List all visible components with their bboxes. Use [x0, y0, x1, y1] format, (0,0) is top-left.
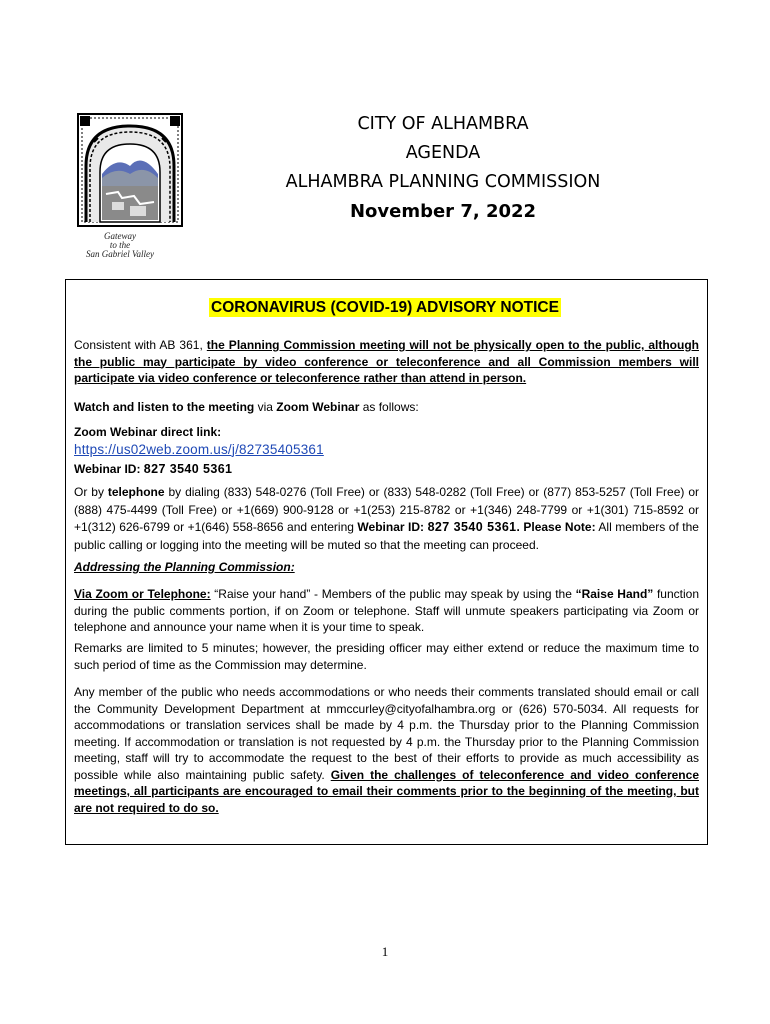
watch-label: Watch and listen to the meeting	[74, 400, 255, 414]
phone-text: Or by	[74, 485, 108, 499]
city-tagline	[70, 232, 170, 259]
tagline-line: San Gabriel Valley	[86, 249, 154, 259]
phone-webinar-id: 827 3540 5361	[427, 520, 517, 534]
addressing-heading	[74, 559, 699, 576]
webinar-id-label: Webinar ID:	[74, 461, 144, 476]
intro-text: Consistent with AB 361,	[74, 338, 207, 352]
raise-hand-label: “Raise Hand”	[575, 587, 654, 601]
page-number: 1	[381, 944, 389, 959]
watch-paragraph	[74, 399, 699, 416]
tagline-line: Gateway	[104, 231, 136, 241]
intro-emphasis: the Planning Commission meeting will not be physically open to the public, although the public may participate by video conference or teleconference and all Commission members will participate via video conference or teleconference rather than attend in person.	[74, 338, 699, 385]
notice-title	[0, 298, 770, 317]
via-zoom-label: Via Zoom or Telephone:	[74, 587, 211, 601]
phone-webinar-label: Webinar ID:	[357, 520, 428, 534]
accommodations-emphasis: Given the challenges of teleconference and video conference meetings, all participants are encouraged to email their comments prior to the beginning of the meeting, but are not required to do so.	[74, 767, 699, 815]
telephone-paragraph	[74, 484, 699, 554]
notice-title-text: CORONAVIRUS (COVID-19) ADVISORY NOTICE	[211, 299, 559, 316]
accommodations-text: Any member of the public who needs accommodations or who needs their comments translated should email or call the Community Development Department at mmccurley@cityofalhambra.org or (626) 570-5034. All requests for accommodations or translation services shall be made by 4 p.m. the Thursday prior to the Planning Commission meeting. If accommodation or translation is not requested by 4 p.m. the Thursday prior to the Planning Commission meeting, staff will try to accommodate the request to the best of their efforts to provide as much accessibility as possible while also maintaining public safety.	[74, 685, 699, 782]
via-zoom-paragraph	[74, 586, 699, 636]
zoom-link-label: Zoom Webinar direct link:	[74, 425, 222, 439]
watch-text: via	[254, 400, 277, 414]
commission-name: ALHAMBRA PLANNING COMMISSION	[285, 172, 601, 192]
accommodations-paragraph	[74, 684, 699, 816]
meeting-date: November 7, 2022	[349, 201, 537, 222]
intro-paragraph	[74, 337, 699, 387]
webinar-id-value: 827 3540 5361	[143, 461, 233, 476]
via-zoom-text: “Raise your hand” - Members of the public may speak by using the	[210, 587, 576, 601]
muted-note: All members of the public calling or logging into the meeting will be muted so that the meeting can proceed.	[74, 520, 699, 552]
zoom-info	[74, 424, 699, 479]
tagline-line: to the	[109, 240, 131, 250]
document-type: AGENDA	[405, 143, 481, 163]
phone-numbers: by dialing (833) 548-0276 (Toll Free) or (833) 548-0282 (Toll Free) or (877) 853-5257 (Toll Free) or (888) 475-4499 (Toll Free) or +1(669) 900-9128 or +1(253) 215-8782 or +1(346) 248-7799 or +1(301) 715-8592 or +1(312) 626-6799 or +1(646) 558-8656 and entering	[74, 485, 700, 534]
via-zoom-text-end: function during the public comments portion, if on Zoom or telephone. Staff will unmute speakers participating via Zoom or telephone and announce your name when it is your time to speak.	[74, 587, 700, 634]
phone-label: telephone	[107, 485, 165, 499]
please-note-label: . Please Note:	[516, 520, 596, 534]
addressing-heading-text: Addressing the Planning Commission:	[74, 560, 295, 574]
remarks-paragraph: Remarks are limited to 5 minutes; however, the presiding officer may either extend or reduce the maximum time to such period of time as the Commission may determine.	[74, 641, 699, 672]
zoom-link[interactable]: https://us02web.zoom.us/j/82735405361	[74, 441, 324, 457]
city-name: CITY OF ALHAMBRA	[357, 114, 529, 134]
agenda-header	[200, 110, 686, 226]
zoom-webinar-label: Zoom Webinar	[276, 400, 360, 414]
watch-text-end: as follows:	[359, 400, 419, 414]
